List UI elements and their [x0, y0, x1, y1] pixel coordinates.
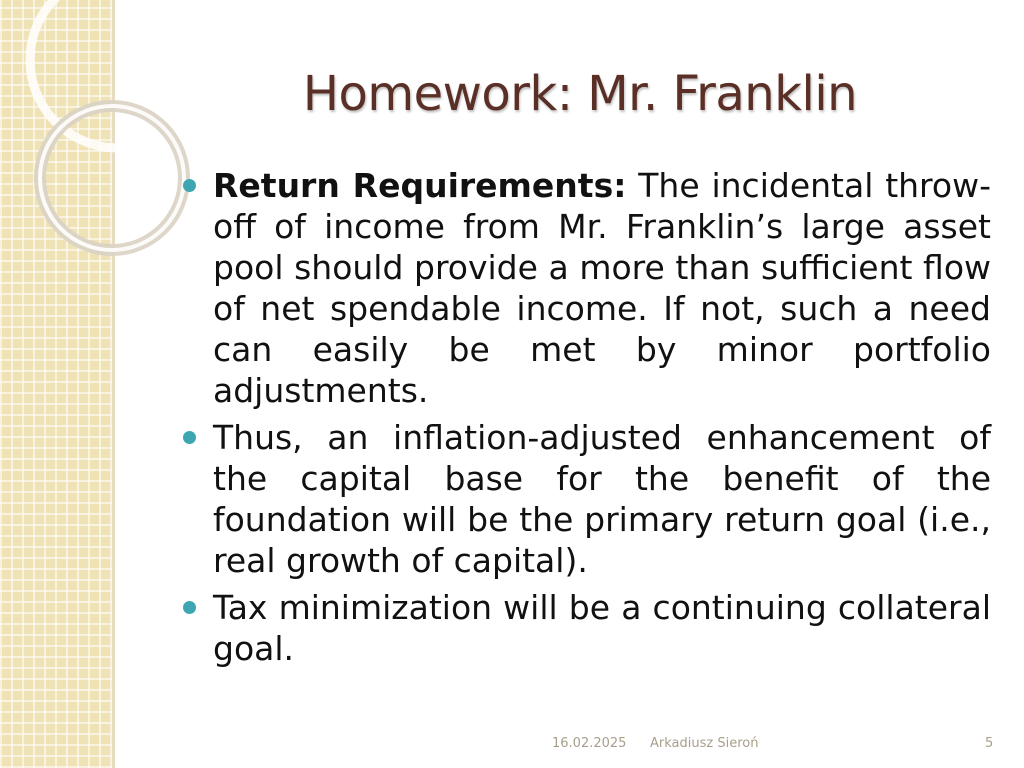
bullet-dot-icon [183, 179, 196, 192]
bullet-item-capital-growth [183, 417, 991, 581]
footer-author: Arkadiusz Sieroń [650, 736, 759, 751]
footer-page-number: 5 [985, 736, 994, 751]
decorative-ring-inner [40, 106, 184, 250]
bullet-body-text: Tax minimization will be a continuing collateral goal. [213, 588, 991, 668]
bullet-body-text: Thus, an inflation-adjusted enhancement of the capital base for the benefit of the foundation will be the primary return goal (i.e., real growth of capital). [213, 418, 991, 580]
bullet-dot-icon [183, 601, 196, 614]
bullet-body-text: The incidental throw-off of income from Mr. Franklin’s large asset pool should provide a more than sufficient flow of net spendable income. If not, such a need can easily be met by minor portfolio adjustments. [213, 166, 991, 410]
bullet-item-return-requirements [183, 165, 991, 411]
bullet-dot-icon [183, 431, 196, 444]
bullet-list [183, 165, 991, 675]
bullet-lead-text: Return Requirements: [213, 166, 627, 205]
slide-title: Homework: Mr. Franklin [302, 66, 858, 122]
bullet-item-tax-minimization [183, 587, 991, 669]
footer-date: 16.02.2025 [552, 736, 627, 751]
